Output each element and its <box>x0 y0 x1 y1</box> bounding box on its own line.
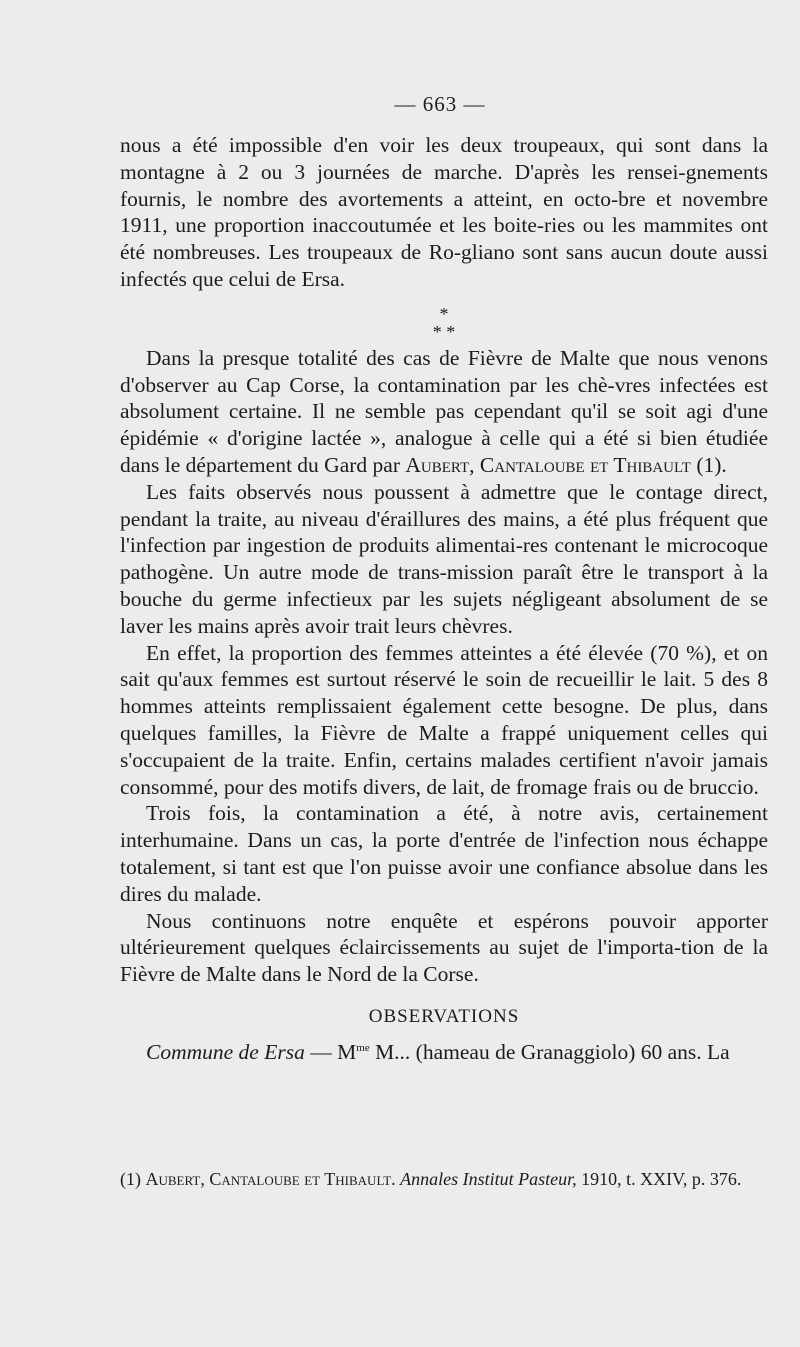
observation-details: M... (hameau de Granaggiolo) 60 ans. La <box>369 1039 730 1064</box>
page-number: — 663 — <box>394 92 486 116</box>
observations-heading: OBSERVATIONS <box>368 1005 520 1027</box>
paragraph-trois-fois: Trois fois, la contamination a été, à notre avis, certainement interhumaine. Dans un cas, la porte d'entrée de l'infection nous échappe totalement, si tant est que l'on puisse avoir une confiance absolue dans les dires du malade. <box>120 801 768 906</box>
paragraph-faits: Les faits observés nous poussent à admettre que le contage direct, pendant la traite, au niveau d'éraillures des mains, a été plus fréquent que l'infection par ingestion de produits alimentai-res contenant le microcoque pathogène. Un autre mode de trans-mission paraît être le transport à la bouche du germe infectieux par les sujets négligeant absolument de se laver les mains après avoir trait leurs chèvres. <box>120 479 768 638</box>
observation-dash: — <box>304 1039 338 1064</box>
footnote-journal: Annales Institut Pasteur, <box>400 1169 577 1189</box>
main-text <box>120 132 768 1066</box>
observation-place: Commune de Ersa <box>146 1039 305 1064</box>
paragraph-en-effet: En effet, la proportion des femmes atteintes a été élevée (70 %), et on sait qu'aux femmes est surtout réservé le soin de recueillir le lait. 5 des 8 hommes atteints remplissaient également cette besogne. De plus, dans quelques familles, la Fièvre de Malte a frappé uniquement celles qui s'occupaient de la traite. Enfin, certains malades certifient n'avoir jamais consommé, pour des motifs divers, de lait, de fromage frais ou de bruccio. <box>120 640 768 799</box>
footnote-marker: (1) <box>120 1169 146 1189</box>
footnote <box>120 1168 760 1190</box>
asterism-bottom: * * <box>432 321 456 342</box>
author-citation: Aubert, Cantaloube et Thibault (1). <box>405 452 727 477</box>
asterism-top: * <box>439 303 449 324</box>
observation-title: M <box>337 1039 357 1064</box>
observation-entry <box>120 1035 768 1066</box>
footnote-reference: 1910, t. XXIV, p. 376. <box>576 1169 742 1189</box>
footnote-authors: Aubert, Cantaloube et Thibault. <box>145 1169 396 1189</box>
paragraph-contamination-text: Dans la presque totalité des cas de Fièvre de Malte que nous venons d'observer au Cap Corse, la contamination par les chè-vres infectées est absolument certaine. Il ne semble pas cependant qu'il se soit agi d'une épidémie « d'origine lactée », analogue à celle qui a été si bien étudiée dans le département du Gard par <box>120 345 768 477</box>
observation-title-sup: me <box>356 1041 370 1054</box>
section-asterism <box>120 305 768 341</box>
paragraph-enquete: Nous continuons notre enquête et espérons pouvoir apporter ultérieurement quelques éclaircissements au sujet de l'importa-tion de la Fièvre de Malte dans le Nord de la Corse. <box>120 908 768 987</box>
paragraph-contamination <box>120 345 768 479</box>
paragraph-continuation: nous a été impossible d'en voir les deux troupeaux, qui sont dans la montagne à 2 ou 3 journées de marche. D'après les rensei-gnements fournis, le nombre des avortements a atteint, en octo-bre et novembre 1911, une proportion inaccoutumée et les boite-ries ou les mammites ont été nombreuses. Les troupeaux de Ro-gliano sont sans aucun doute aussi infectés que celui de Ersa. <box>120 133 768 291</box>
